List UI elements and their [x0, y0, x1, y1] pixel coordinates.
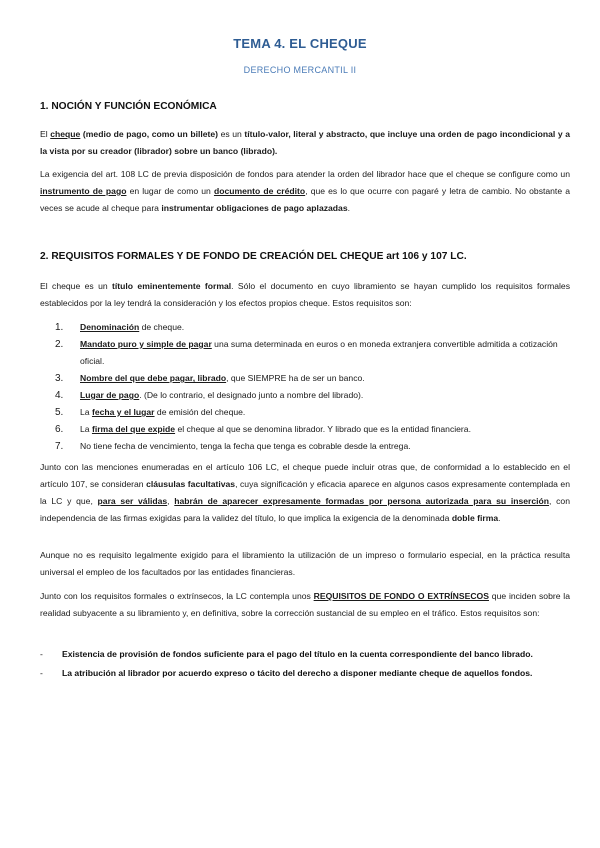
text: de emisión del cheque. — [154, 407, 246, 417]
section2-heading: 2. REQUISITOS FORMALES Y DE FONDO DE CREACIÓN DEL CHEQUE art 106 y 107 LC. — [40, 251, 467, 262]
text: Mandato puro y simple de pagar — [80, 339, 212, 349]
list-item — [55, 438, 575, 455]
list-number: 4. — [55, 390, 64, 401]
list-number: 3. — [55, 373, 64, 384]
section1-heading: 1. NOCIÓN Y FUNCIÓN ECONÓMICA — [40, 101, 217, 112]
text: Existencia de provisión de fondos suficiente para el pago del título en la cuenta correspondiente del banco librado. — [62, 649, 533, 659]
text: fecha y el lugar — [91, 407, 155, 417]
text: REQUISITOS DE FONDO O EXTRÍNSECOS — [313, 591, 489, 601]
text: La exigencia del art. 108 LC de previa disposición de fondos para atender la orden del librador hace que el cheque se configure como un — [40, 169, 570, 179]
text: , con independencia de las firmas exigidas para la validez del título, lo que implica la exigencia de la denominada — [40, 496, 570, 523]
list-item — [40, 646, 570, 663]
list-dash: - — [40, 649, 43, 659]
text: es un — [218, 129, 245, 139]
text: El — [40, 129, 51, 139]
text: . — [347, 203, 350, 213]
section2-paragraph3 — [40, 459, 570, 527]
text: (medio de pago, como un billete) — [80, 129, 219, 139]
list-number: 5. — [55, 407, 64, 418]
text: Junto con los requisitos formales o extrínsecos, la LC contempla unos — [40, 591, 314, 601]
list-number: 6. — [55, 424, 64, 435]
text: El cheque es un — [40, 281, 113, 291]
text: habrán de aparecer expresamente formadas por persona autorizada para su inserción — [174, 496, 550, 506]
text: título eminentemente formal — [112, 281, 232, 291]
text: para ser válidas — [97, 496, 168, 506]
text: Nombre del que debe pagar, librado — [80, 373, 227, 383]
text: en lugar de como un — [126, 186, 214, 196]
list-item — [40, 665, 570, 682]
text: título-valor, literal y abstracto, que incluye una orden de pago incondicional y a la vista por su creador (librador) sobre un banco (librado). — [40, 129, 570, 156]
list-number: 1. — [55, 322, 64, 333]
list-item — [55, 387, 575, 404]
list-item — [55, 421, 575, 438]
list-item — [55, 319, 575, 336]
text: una suma determinada en euros o en moneda extranjera convertible admitida a cotización oficial. — [80, 339, 558, 366]
text: instrumentar obligaciones de pago aplazadas — [161, 203, 348, 213]
list-number: 7. — [55, 441, 64, 452]
text: , — [167, 496, 175, 506]
list-item — [55, 336, 575, 370]
text: . (De lo contrario, el designado junto a nombre del librado). — [139, 390, 364, 400]
requirements-list — [55, 319, 575, 455]
text: Denominación — [80, 322, 140, 332]
text: firma del que expide — [91, 424, 176, 434]
term-instrumento: instrumento de pago — [40, 186, 127, 196]
text: . Sólo el documento en cuyo libramiento se hayan cumplido los requisitos formales establecidos por la ley tendrá la consideración y los efectos propios cheque. Estos requisitos son: — [40, 281, 570, 308]
text: Lugar de pago — [80, 390, 140, 400]
text: . — [498, 513, 501, 523]
text: No tiene fecha de vencimiento, tenga la fecha que tenga es cobrable desde la entrega. — [80, 441, 411, 451]
text: el cheque al que se denomina librador. Y librado que es la entidad financiera. — [175, 424, 471, 434]
text: cláusulas facultativas — [146, 479, 236, 489]
section2-paragraph5 — [40, 588, 570, 622]
text: La — [80, 424, 92, 434]
text: de cheque. — [139, 322, 185, 332]
section1-paragraph2 — [40, 166, 570, 217]
text: Junto con las menciones enumeradas en el artículo 106 LC, el cheque puede incluir otras que, de conformidad a lo establecido en el artículo 107, se consideran — [40, 462, 570, 489]
section1-paragraph1 — [40, 126, 570, 160]
substantive-requirements-list — [40, 646, 570, 684]
text: , cuya significación y eficacia aparece en algunos casos expresamente contemplada en la LC y que, — [40, 479, 570, 506]
text: que inciden sobre la realidad subyacente a su libramiento y, en definitiva, sobre la corrección sustancial de su empleo en el tráfico. Estos requisitos son: — [40, 591, 570, 618]
text: La atribución al librador por acuerdo expreso o tácito del derecho a disponer mediante cheque de aquellos fondos. — [62, 668, 533, 678]
text: doble firma — [451, 513, 499, 523]
section2-paragraph4: Aunque no es requisito legalmente exigido para el libramiento la utilización de un impreso o formulario especial, en la práctica resulta universal el empleo de los facultados por las entidades financieras. — [40, 550, 570, 577]
list-item — [55, 404, 575, 421]
list-number: 2. — [55, 339, 64, 350]
document-title: TEMA 4. EL CHEQUE — [233, 36, 367, 51]
document-subtitle: DERECHO MERCANTIL II — [243, 65, 357, 75]
section2-intro — [40, 278, 570, 312]
term-cheque: cheque — [50, 129, 81, 139]
term-documento: documento de crédito — [213, 186, 306, 196]
text: , que es lo que ocurre con pagaré y letra de cambio. No obstante a veces se acude al cheque para — [40, 186, 570, 213]
list-item — [55, 370, 575, 387]
text: La — [80, 407, 92, 417]
text: , que SIEMPRE ha de ser un banco. — [226, 373, 365, 383]
list-dash: - — [40, 668, 43, 678]
